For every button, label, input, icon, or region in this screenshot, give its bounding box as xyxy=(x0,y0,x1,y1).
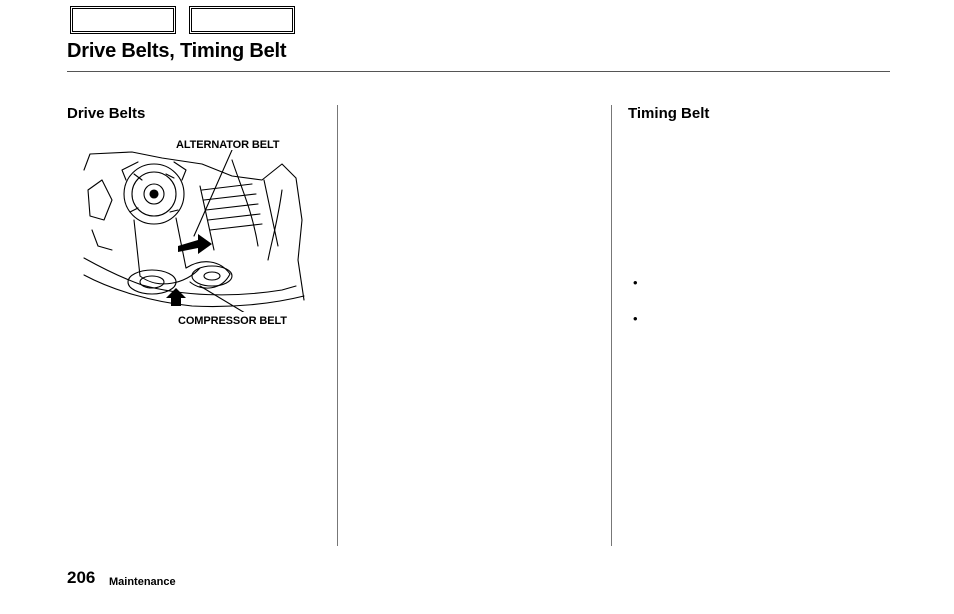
list-bullet: • xyxy=(633,311,638,326)
section-name: Maintenance xyxy=(109,576,176,588)
title-divider xyxy=(67,71,890,72)
page-number: 206 xyxy=(67,568,96,587)
list-bullet: • xyxy=(633,275,638,290)
column-divider-right xyxy=(611,105,612,546)
alternator-belt-label: ALTERNATOR BELT xyxy=(176,139,280,151)
drive-belt-illustration xyxy=(82,150,306,312)
drive-belts-heading: Drive Belts xyxy=(67,105,146,122)
nav-next-button[interactable] xyxy=(189,6,295,34)
compressor-belt-label: COMPRESSOR BELT xyxy=(178,315,287,327)
nav-back-button[interactable] xyxy=(70,6,176,34)
page-title: Drive Belts, Timing Belt xyxy=(67,40,287,62)
column-divider-left xyxy=(337,105,338,546)
timing-belt-heading: Timing Belt xyxy=(628,105,710,122)
